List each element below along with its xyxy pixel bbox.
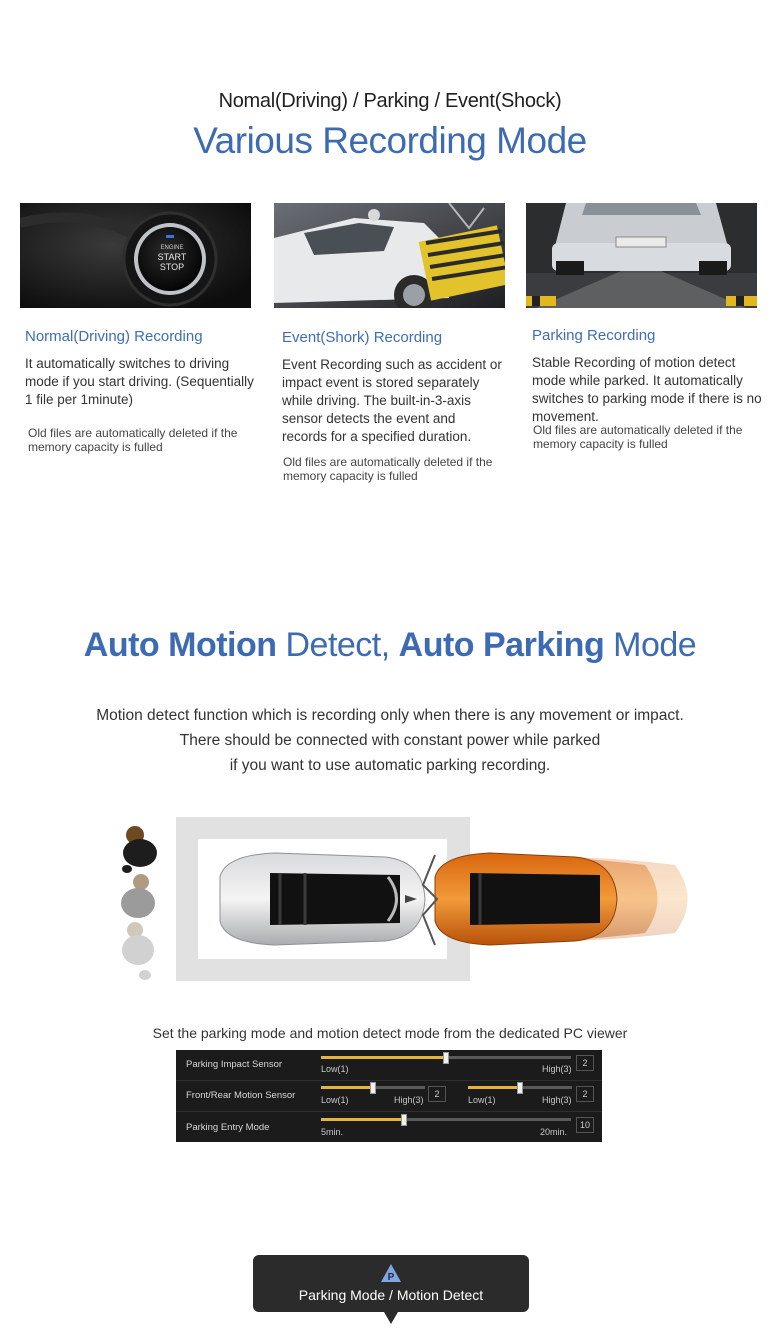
- row-label: Front/Rear Motion Sensor: [186, 1090, 296, 1101]
- engine-label: ENGINE: [160, 245, 184, 251]
- mode-desc-parking: Stable Recording of motion detect mode while parked. It automatically switches to parking mode if there is no movement.: [532, 355, 762, 424]
- slider-knob[interactable]: [370, 1082, 376, 1094]
- mode-note-parking: Old files are automatically deleted if the memory capacity is fulled: [533, 423, 743, 451]
- crash-test-image: [274, 203, 505, 308]
- chevron-down-icon: [384, 1312, 398, 1324]
- entry-mode-slider[interactable]: [321, 1118, 571, 1121]
- parking-icon: [380, 1263, 402, 1283]
- mode-desc-normal: It automatically switches to driving mode if you start driving. (Sequentially 1 file per 1minute): [25, 356, 254, 407]
- slider-max-label: 20min.: [540, 1127, 568, 1137]
- slider-fill: [468, 1086, 520, 1089]
- mode-desc-event: Event Recording such as accident or impact event is stored separately while driving. The built-in-3-axis sensor detects the event and records for a specified duration.: [282, 357, 502, 444]
- parking-car-image: [526, 203, 757, 308]
- motion-section-title: Auto Motion Detect, Auto Parking Mode: [83, 626, 697, 664]
- motion-detect-illustration: [105, 815, 705, 990]
- mode-note-normal: Old files are automatically deleted if the memory capacity is fulled: [28, 426, 238, 454]
- slider-min-label: Low(1): [321, 1095, 349, 1105]
- slider-value: 2: [428, 1086, 446, 1102]
- rear-motion-slider[interactable]: [468, 1086, 572, 1089]
- start-label: START: [157, 252, 187, 262]
- motion-description: [0, 703, 780, 778]
- motion-line-1: Motion detect function which is recording only when there is any movement or impact.: [96, 707, 684, 724]
- mode-heading-parking: Parking Recording: [532, 327, 656, 344]
- impact-sensor-slider[interactable]: [321, 1056, 571, 1059]
- slider-value: 2: [576, 1086, 594, 1102]
- viewer-settings-panel: [176, 1050, 602, 1142]
- slider-knob[interactable]: [401, 1114, 407, 1126]
- slider-fill: [321, 1086, 373, 1089]
- slider-fill: [321, 1118, 404, 1121]
- slider-max-label: High(3): [394, 1095, 424, 1105]
- mode-heading-normal: Normal(Driving) Recording: [25, 328, 203, 345]
- svg-text:P: P: [387, 1272, 395, 1283]
- slider-knob[interactable]: [517, 1082, 523, 1094]
- mode-heading-event: Event(Shork) Recording: [282, 329, 443, 346]
- section-subtitle: Nomal(Driving) / Parking / Event(Shock): [218, 90, 562, 112]
- slider-knob[interactable]: [443, 1052, 449, 1064]
- slider-fill: [321, 1056, 446, 1059]
- slider-value: 10: [576, 1117, 594, 1133]
- row-front-rear-motion-sensor: [176, 1081, 602, 1112]
- section-title: Various Recording Mode: [193, 120, 587, 161]
- row-label: Parking Impact Sensor: [186, 1059, 283, 1070]
- parking-mode-bubble: [253, 1255, 529, 1312]
- front-motion-slider[interactable]: [321, 1086, 425, 1089]
- stop-label: STOP: [159, 262, 185, 272]
- slider-max-label: High(3): [542, 1064, 572, 1074]
- viewer-caption: Set the parking mode and motion detect mode from the dedicated PC viewer: [152, 1025, 628, 1041]
- bubble-label: Parking Mode / Motion Detect: [298, 1287, 484, 1303]
- slider-value: 2: [576, 1055, 594, 1071]
- slider-min-label: 5min.: [321, 1127, 344, 1137]
- slider-max-label: High(3): [542, 1095, 572, 1105]
- row-parking-entry-mode: [176, 1112, 602, 1142]
- mode-note-event: Old files are automatically deleted if the memory capacity is fulled: [283, 455, 493, 483]
- engine-start-image: [20, 203, 251, 308]
- row-parking-impact-sensor: [176, 1050, 602, 1081]
- row-label: Parking Entry Mode: [186, 1122, 270, 1133]
- slider-min-label: Low(1): [321, 1064, 349, 1074]
- motion-line-3: if you want to use automatic parking recording.: [229, 757, 551, 774]
- motion-line-2: There should be connected with constant power while parked: [179, 732, 601, 749]
- slider-min-label: Low(1): [468, 1095, 496, 1105]
